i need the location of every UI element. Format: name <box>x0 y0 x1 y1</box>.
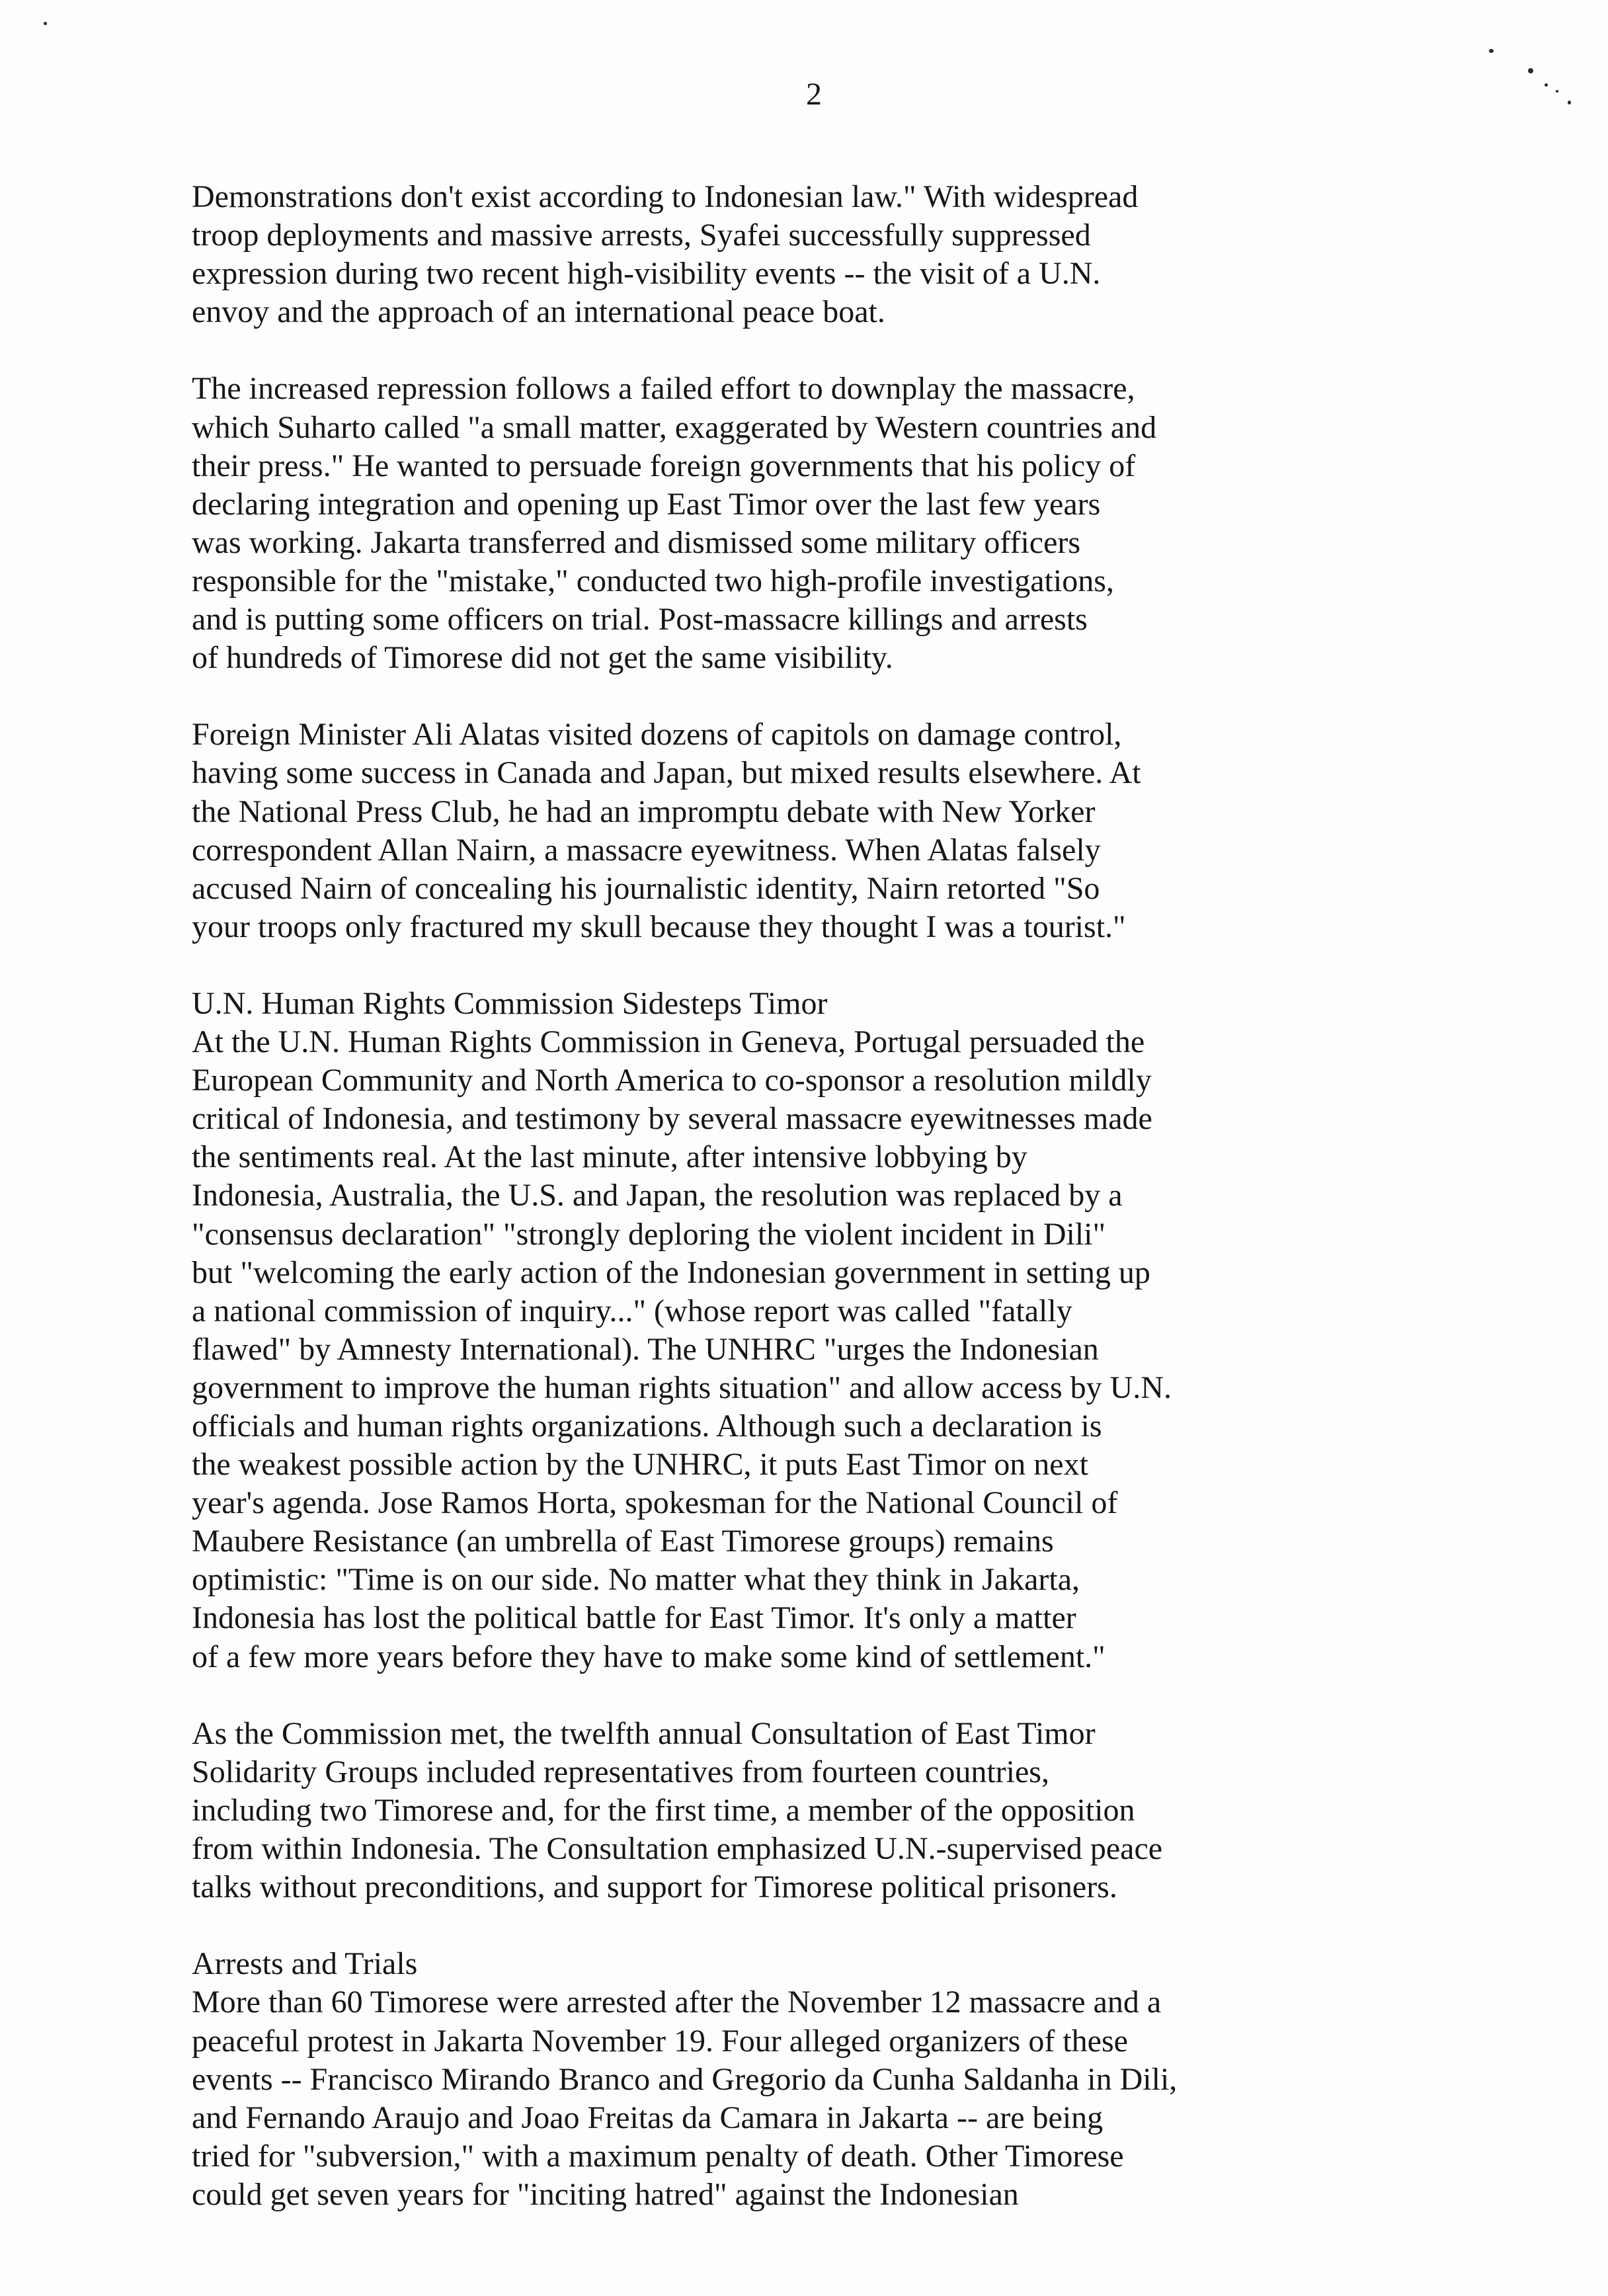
text-line: but "welcoming the early action of the Indonesian government in setting up <box>192 1254 1150 1290</box>
text-line: correspondent Allan Nairn, a massacre eyewitness. When Alatas falsely <box>192 832 1101 868</box>
text-line: including two Timorese and, for the first time, a member of the opposition <box>192 1792 1135 1828</box>
text-line: Indonesia has lost the political battle for East Timor. It's only a matter <box>192 1600 1076 1636</box>
text-line: More than 60 Timorese were arrested after the November 12 massacre and a <box>192 1985 1162 2020</box>
text-line: peaceful protest in Jakarta November 19. Four alleged organizers of these <box>192 2023 1128 2059</box>
scan-speck <box>44 22 47 25</box>
text-line: government to improve the human rights situation" and allow access by U.N. <box>192 1370 1172 1405</box>
text-line: critical of Indonesia, and testimony by several massacre eyewitnesses made <box>192 1101 1152 1137</box>
text-line: responsible for the "mistake," conducted two high-profile investigations, <box>192 563 1114 598</box>
text-line: your troops only fractured my skull because they thought I was a tourist." <box>192 909 1126 944</box>
text-line: tried for "subversion," with a maximum penalty of death. Other Timorese <box>192 2138 1124 2174</box>
text-line: As the Commission met, the twelfth annual Consultation of East Timor <box>192 1715 1096 1751</box>
text-line: events -- Francisco Mirando Branco and Gregorio da Cunha Saldanha in Dili, <box>192 2061 1178 2097</box>
text-line: of a few more years before they have to make some kind of settlement." <box>192 1639 1106 1674</box>
paragraph <box>192 1945 1177 2214</box>
scan-speck <box>1528 68 1533 73</box>
text-line: Indonesia, Australia, the U.S. and Japan, the resolution was replaced by a <box>192 1178 1123 1213</box>
section-heading: Arrests and Trials <box>192 1946 418 1982</box>
paragraph <box>192 370 1177 677</box>
text-line: troop deployments and massive arrests, Syafei successfully suppressed <box>192 218 1091 253</box>
text-line: could get seven years for "inciting hatred" against the Indonesian <box>192 2176 1019 2212</box>
text-line: The increased repression follows a failed effort to downplay the massacre, <box>192 371 1135 407</box>
section-heading: U.N. Human Rights Commission Sidesteps Timor <box>192 985 828 1021</box>
text-line: from within Indonesia. The Consultation emphasized U.N.-supervised peace <box>192 1831 1163 1867</box>
text-line: the National Press Club, he had an impromptu debate with New Yorker <box>192 794 1096 829</box>
text-line: which Suharto called "a small matter, exaggerated by Western countries and <box>192 409 1157 445</box>
text-line: expression during two recent high-visibility events -- the visit of a U.N. <box>192 256 1101 292</box>
paragraph-spacer <box>192 331 1177 370</box>
text-line: the sentiments real. At the last minute, after intensive lobbying by <box>192 1139 1027 1175</box>
text-line: envoy and the approach of an international peace boat. <box>192 294 885 330</box>
text-line: declaring integration and opening up East Timor over the last few years <box>192 486 1101 522</box>
text-line: was working. Jakarta transferred and dismissed some military officers <box>192 524 1081 560</box>
paragraph <box>192 1715 1177 1906</box>
scan-speck <box>1489 49 1494 53</box>
paragraph-spacer <box>192 1906 1177 1945</box>
text-line: a national commission of inquiry..." (whose report was called "fatally <box>192 1293 1072 1329</box>
text-line: officials and human rights organizations. Although such a declaration is <box>192 1409 1102 1444</box>
paragraph <box>192 716 1177 946</box>
text-line: and is putting some officers on trial. Post-massacre killings and arrests <box>192 602 1088 637</box>
text-line: the weakest possible action by the UNHRC, it puts East Timor on next <box>192 1447 1088 1483</box>
text-line: having some success in Canada and Japan, but mixed results elsewhere. At <box>192 755 1141 791</box>
paragraph <box>192 985 1177 1676</box>
text-line: year's agenda. Jose Ramos Horta, spokesman for the National Council of <box>192 1485 1118 1521</box>
paragraph <box>192 178 1177 331</box>
text-line: of hundreds of Timorese did not get the same visibility. <box>192 640 893 676</box>
scan-speck <box>1568 101 1571 104</box>
paragraph-spacer <box>192 946 1177 985</box>
text-line: Foreign Minister Ali Alatas visited dozens of capitols on damage control, <box>192 717 1122 753</box>
scan-speck <box>1545 83 1548 87</box>
scan-speck <box>1556 90 1558 93</box>
text-line: Solidarity Groups included representatives from fourteen countries, <box>192 1754 1049 1789</box>
text-line: accused Nairn of concealing his journalistic identity, Nairn retorted "So <box>192 870 1100 906</box>
text-line: Demonstrations don't exist according to Indonesian law." With widespread <box>192 179 1139 214</box>
paragraph-spacer <box>192 1676 1177 1715</box>
text-line: "consensus declaration" "strongly deploring the violent incident in Dili" <box>192 1216 1106 1252</box>
text-line: At the U.N. Human Rights Commission in Geneva, Portugal persuaded the <box>192 1024 1145 1060</box>
paragraph-spacer <box>192 677 1177 716</box>
text-line: and Fernando Araujo and Joao Freitas da Camara in Jakarta -- are being <box>192 2100 1104 2135</box>
text-line: optimistic: "Time is on our side. No matter what they think in Jakarta, <box>192 1562 1080 1598</box>
text-line: their press." He wanted to persuade foreign governments that his policy of <box>192 448 1136 483</box>
text-line: flawed" by Amnesty International). The UNHRC "urges the Indonesian <box>192 1331 1099 1367</box>
text-line: Maubere Resistance (an umbrella of East Timorese groups) remains <box>192 1524 1054 1559</box>
text-line: European Community and North America to co-sponsor a resolution mildly <box>192 1063 1152 1098</box>
page-number: 2 <box>806 77 822 112</box>
text-line: talks without preconditions, and support for Timorese political prisoners. <box>192 1869 1117 1905</box>
document-body <box>192 178 1177 2214</box>
